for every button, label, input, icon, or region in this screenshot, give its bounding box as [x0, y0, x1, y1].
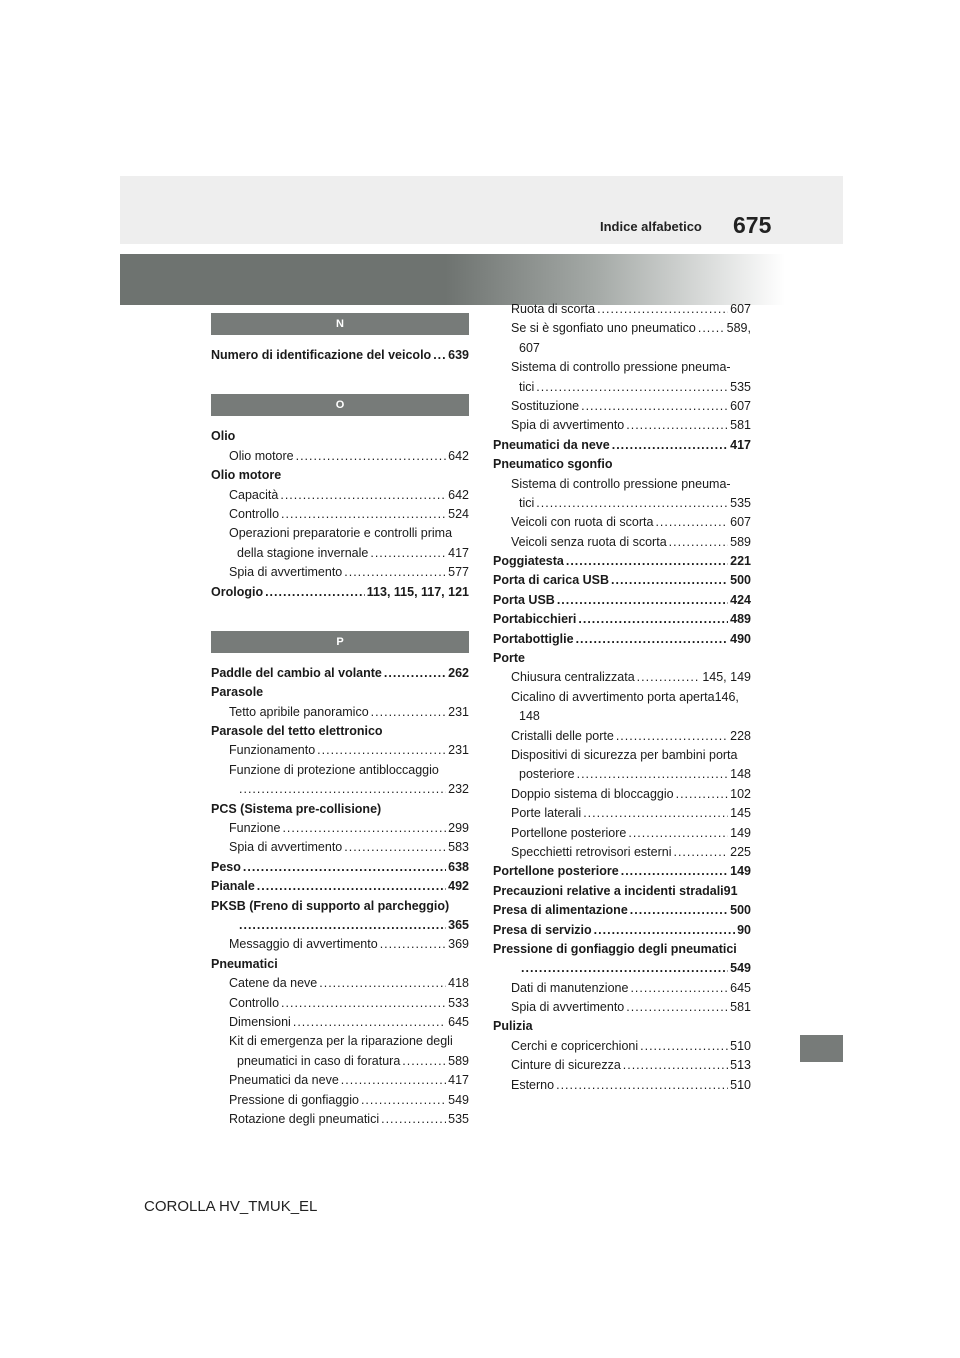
index-entry [493, 436, 751, 455]
index-entry [493, 630, 751, 649]
index-entry-term: Pressione di gonfiaggio [229, 1092, 359, 1107]
index-entry [493, 843, 751, 862]
dot-leader [281, 505, 446, 524]
dot-leader [402, 1052, 446, 1071]
index-entry-page: 639 [448, 348, 469, 362]
index-entry-page: 145 [730, 806, 751, 821]
dot-leader [380, 935, 446, 954]
dot-leader [628, 824, 728, 843]
index-entry-term: posteriore [519, 767, 575, 782]
index-entry-term: Presa di alimentazione [493, 903, 628, 918]
dot-leader [371, 703, 446, 722]
index-entry: Porte [493, 651, 525, 666]
letter-divider-o: O [211, 394, 469, 416]
index-entry-term: Dati di manutenzione [511, 980, 629, 995]
index-entry-term: Esterno [511, 1077, 555, 1092]
dot-leader [257, 877, 446, 896]
index-entry-term: Orologio [211, 584, 264, 599]
index-entry: Pressione di gonfiaggio degli pneumatici [493, 941, 737, 956]
dot-leader [583, 804, 728, 823]
index-entry-page: 607 [730, 515, 751, 530]
index-entry-page: 149 [730, 825, 751, 840]
index-entry-term: Pneumatici da neve [229, 1073, 339, 1088]
index-entry-page: 417 [730, 437, 751, 452]
index-entry [493, 416, 751, 435]
index-entry-term: Doppio sistema di bloccaggio [511, 786, 674, 801]
index-entry-term: Numero di identificazione del veicolo [211, 348, 432, 362]
index-entry-term: Cinture di sicurezza [511, 1058, 621, 1073]
index-entry-term: Rotazione degli pneumatici [229, 1111, 380, 1126]
index-entry-page: 549 [448, 1092, 469, 1107]
index-entry-term: Poggiatesta [493, 554, 564, 569]
index-entry [211, 916, 469, 935]
index-entry [493, 533, 751, 552]
index-entry [493, 921, 751, 940]
index-entry-term: Funzionamento [229, 743, 316, 758]
index-entry-page: 221 [730, 554, 751, 569]
index-entry-term: Funzione [229, 821, 281, 836]
section-title: Indice alfabetico [600, 219, 702, 234]
index-entry: Funzione di protezione antibloccaggio [229, 762, 439, 777]
dot-leader [282, 819, 446, 838]
letter-divider-n: N [211, 313, 469, 335]
index-entry-term: Messaggio di avvertimento [229, 937, 378, 952]
dot-leader [623, 1056, 728, 1075]
dot-leader [597, 300, 728, 319]
index-entry: Sistema di controllo pressione pneuma- [511, 476, 731, 491]
index-entry [493, 319, 751, 338]
index-entry [211, 935, 469, 954]
index-entry [493, 571, 751, 590]
index-entry [211, 994, 469, 1013]
page-number: 675 [733, 212, 772, 238]
index-entry-page: 513 [730, 1058, 751, 1073]
index-entry-page: 581 [730, 418, 751, 433]
index-entry [211, 346, 469, 365]
index-entry [211, 505, 469, 524]
index-entry-page: 581 [730, 1000, 751, 1015]
index-entry-page: 589 [730, 534, 751, 549]
index-entry [493, 785, 751, 804]
index-entry-term: Dimensioni [229, 1014, 291, 1029]
index-entry-page: 262 [448, 665, 469, 680]
index-entry [493, 300, 751, 319]
index-entry-page: 607 [730, 398, 751, 413]
index-entry [493, 765, 751, 784]
index-entry-page: 524 [448, 506, 469, 521]
index-entry-term: Peso [211, 859, 241, 874]
index-entry: PKSB (Freno di supporto al parcheggio) [211, 898, 450, 913]
index-entry [211, 563, 469, 582]
index-entry [493, 824, 751, 843]
index-entry-term: Chiusura centralizzata [511, 670, 635, 685]
index-entry-page: 231 [448, 704, 469, 719]
index-entry-term: Portabicchieri [493, 612, 577, 627]
index-entry-term: Veicoli con ruota di scorta [511, 515, 654, 530]
index-entry-page: 638 [448, 859, 469, 874]
dot-leader [577, 765, 729, 784]
index-entry [211, 583, 469, 602]
index-entry [211, 1013, 469, 1032]
index-entry-term: Spia di avvertimento [229, 840, 343, 855]
index-entry [493, 378, 751, 397]
index-entry-page: 492 [448, 879, 469, 894]
dot-leader [239, 780, 446, 799]
dot-leader [626, 998, 728, 1017]
dot-leader [698, 319, 725, 338]
dot-leader [281, 994, 446, 1013]
index-entry-term: Controllo [229, 995, 280, 1010]
index-entry-term: Portabottiglie [493, 631, 574, 646]
index-entry: PCS (Sistema pre-collisione) [211, 801, 382, 816]
index-group-p [211, 664, 469, 1129]
index-entry-page: 577 [448, 565, 469, 580]
index-entry [211, 664, 469, 683]
dot-leader [626, 416, 728, 435]
index-entry [211, 447, 469, 466]
index-entry-page: 533 [448, 995, 469, 1010]
dot-leader [621, 862, 728, 881]
dot-leader [381, 1110, 446, 1129]
dot-leader [673, 843, 728, 862]
index-entry-page: 365 [448, 917, 469, 932]
dot-leader [536, 378, 728, 397]
index-entry-term: tici [519, 379, 535, 394]
index-entry-page: 535 [448, 1111, 469, 1126]
index-entry-term: pneumatici in caso di foratura [237, 1053, 401, 1068]
index-entry-page: 645 [730, 980, 751, 995]
index-entry [211, 1091, 469, 1110]
index-entry-page: 149 [730, 864, 751, 879]
dot-leader [640, 1037, 728, 1056]
index-entry [493, 494, 751, 513]
index-entry-term: Olio motore [229, 448, 294, 463]
index-entry-term: Controllo [229, 506, 280, 521]
dot-leader [239, 916, 446, 935]
dot-leader [280, 486, 446, 505]
index-entry: 148 [519, 709, 540, 724]
index-entry-term: Ruota di scorta [511, 302, 596, 316]
dot-leader [265, 583, 365, 602]
index-entry-term: Presa di servizio [493, 922, 592, 937]
index-entry-term: Paddle del cambio al volante [211, 665, 382, 680]
decorative-gradient-bar [120, 254, 843, 305]
right-index-column [493, 300, 751, 1095]
left-index-column [211, 313, 469, 1129]
dot-leader [344, 563, 446, 582]
index-entry-term: della stagione invernale [237, 545, 369, 560]
dot-leader [317, 741, 446, 760]
index-entry: Dispositivi di sicurezza per bambini porta [511, 747, 738, 762]
index-entry-term: tici [519, 495, 535, 510]
index-entry [211, 486, 469, 505]
index-entry-page: 417 [448, 545, 469, 560]
index-entry-page: 489 [730, 612, 751, 627]
index-entry-page: 642 [448, 487, 469, 502]
dot-leader [293, 1013, 446, 1032]
index-entry: Cicalino di avvertimento porta aperta146, [511, 689, 739, 704]
index-entry [493, 998, 751, 1017]
dot-leader [536, 494, 728, 513]
dot-leader [616, 727, 728, 746]
dot-leader [578, 610, 728, 629]
index-entry-page: 490 [730, 631, 751, 646]
index-entry [493, 727, 751, 746]
index-entry-page: 642 [448, 448, 469, 463]
dot-leader [676, 785, 729, 804]
index-entry-term: Cristalli delle porte [511, 728, 614, 743]
dot-leader [655, 513, 728, 532]
index-entry [211, 544, 469, 563]
index-entry [211, 838, 469, 857]
index-entry: Pulizia [493, 1019, 533, 1034]
index-entry-page: 90 [737, 922, 751, 937]
footer-model-code: COROLLA HV_TMUK_EL [144, 1198, 318, 1215]
index-entry [211, 1071, 469, 1090]
dot-leader [581, 397, 728, 416]
dot-leader [296, 447, 447, 466]
index-entry [493, 397, 751, 416]
dot-leader [319, 974, 446, 993]
index-entry [493, 979, 751, 998]
index-entry-page: 549 [730, 961, 751, 976]
dot-leader [637, 668, 701, 687]
index-entry-page: 583 [448, 840, 469, 855]
index-entry-page: 232 [448, 782, 469, 797]
index-entry [493, 901, 751, 920]
index-entry-page: 145, 149 [702, 670, 751, 685]
index-entry-page: 510 [730, 1038, 751, 1053]
index-entry [493, 552, 751, 571]
index-entry [211, 877, 469, 896]
index-entry-term: Porta USB [493, 592, 555, 607]
dot-leader [361, 1091, 446, 1110]
dot-leader [384, 664, 446, 683]
index-entry-page: 369 [448, 937, 469, 952]
index-entry-term: Pneumatici da neve [493, 437, 610, 452]
index-entry [211, 1110, 469, 1129]
index-entry [493, 1076, 751, 1095]
index-entry: Olio motore [211, 468, 282, 483]
dot-leader [370, 544, 446, 563]
index-entry-page: 424 [730, 592, 751, 607]
index-entry-term: Specchietti retrovisori esterni [511, 844, 672, 859]
index-entry-term: Portellone posteriore [511, 825, 627, 840]
index-entry-term: Capacità [229, 487, 279, 502]
index-entry-page: 228 [730, 728, 751, 743]
index-entry: Parasole [211, 685, 264, 700]
dot-leader [344, 838, 446, 857]
index-entry-page: 102 [730, 786, 751, 801]
index-entry: 607 [519, 340, 540, 355]
index-entry-page: 225 [730, 844, 751, 859]
index-entry-term: Spia di avvertimento [229, 565, 343, 580]
index-entry [211, 974, 469, 993]
index-entry-term: Cerchi e copricerchioni [511, 1038, 639, 1053]
index-group-o [211, 427, 469, 602]
dot-leader [669, 533, 729, 552]
chapter-thumb-tab [800, 1035, 843, 1062]
index-entry-term: Tetto apribile panoramico [229, 704, 369, 719]
index-entry-page: 589, [726, 321, 751, 336]
index-entry-term: Pianale [211, 879, 255, 894]
dot-leader [594, 921, 735, 940]
index-entry [493, 513, 751, 532]
dot-leader [630, 901, 728, 920]
index-entry-term: Porte laterali [511, 806, 582, 821]
index-entry [493, 804, 751, 823]
index-entry: Operazioni preparatorie e controlli prima [229, 526, 453, 541]
dot-leader [611, 571, 728, 590]
dot-leader [556, 1076, 728, 1095]
index-entry: Pneumatico sgonfio [493, 457, 613, 472]
index-entry [493, 1056, 751, 1075]
index-entry-term: Portellone posteriore [493, 864, 619, 879]
index-entry-term: Se si è sgonfiato uno pneumatico [511, 321, 696, 336]
index-entry [493, 591, 751, 610]
dot-leader [341, 1071, 446, 1090]
index-entry [211, 703, 469, 722]
index-entry-term: Spia di avvertimento [511, 1000, 625, 1015]
index-entry-page: 500 [730, 573, 751, 588]
index-entry-term: Porta di carica USB [493, 573, 610, 588]
index-entry-page: 418 [448, 976, 469, 991]
index-entry-term: Catene da neve [229, 976, 318, 991]
dot-leader [433, 346, 446, 365]
index-entry: Olio [211, 429, 236, 444]
index-entry [493, 959, 751, 978]
index-entry: Precauzioni relative a incidenti stradali91 [493, 883, 738, 898]
index-entry-page: 510 [730, 1077, 751, 1092]
dot-leader [576, 630, 729, 649]
index-entry-page: 231 [448, 743, 469, 758]
index-entry [211, 858, 469, 877]
index-entry-page: 417 [448, 1073, 469, 1088]
index-entry [211, 1052, 469, 1071]
index-entry [211, 819, 469, 838]
index-entry-page: 607 [730, 302, 751, 316]
index-entry: Parasole del tetto elettronico [211, 724, 383, 739]
index-entry-page: 645 [448, 1014, 469, 1029]
index-entry-page: 113, 115, 117, 121 [366, 584, 469, 599]
index-entry-term: Veicoli senza ruota di scorta [511, 534, 667, 549]
dot-leader [243, 858, 446, 877]
index-entry-term: Sostituzione [511, 398, 580, 413]
index-entry-page: 589 [448, 1053, 469, 1068]
index-entry-page: 148 [730, 767, 751, 782]
index-entry-page: 535 [730, 379, 751, 394]
index-entry-page: 299 [448, 821, 469, 836]
dot-leader [521, 959, 728, 978]
index-entry-page: 535 [730, 495, 751, 510]
letter-divider-p: P [211, 631, 469, 653]
index-entry-page: 500 [730, 903, 751, 918]
index-entry [493, 668, 751, 687]
dot-leader [557, 591, 728, 610]
dot-leader [566, 552, 728, 571]
index-entry [493, 862, 751, 881]
index-group-n [211, 346, 469, 365]
index-entry [493, 1037, 751, 1056]
index-entry-term: Spia di avvertimento [511, 418, 625, 433]
index-entry [493, 610, 751, 629]
index-entry [211, 780, 469, 799]
dot-leader [612, 436, 728, 455]
index-entry: Sistema di controllo pressione pneuma- [511, 360, 731, 375]
index-entry: Pneumatici [211, 956, 278, 971]
index-entry: Kit di emergenza per la riparazione degli [229, 1034, 453, 1049]
index-group-p-continued [493, 300, 751, 1095]
dot-leader [630, 979, 728, 998]
index-entry [211, 741, 469, 760]
